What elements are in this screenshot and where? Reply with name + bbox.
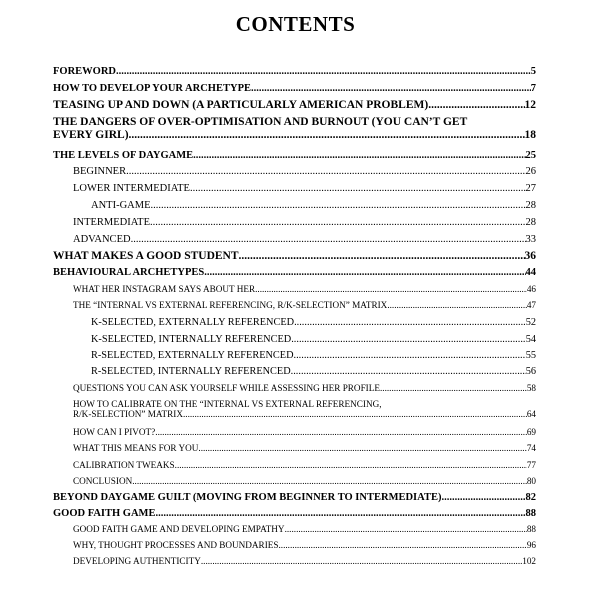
toc-entry-beginner[interactable] [53,166,536,178]
dot-leader [183,409,527,419]
toc-entry-title: DEVELOPING AUTHENTICITY [73,556,201,566]
dot-leader [150,217,526,229]
toc-entry-page: 54 [525,334,536,345]
toc-entry-title: BEGINNER [73,166,127,177]
toc-entry-title: ANTI-GAME [91,200,151,211]
toc-entry-title-line1: HOW TO CALIBRATE ON THE “INTERNAL VS EXTERNAL REFERENCING, [73,399,382,409]
toc-entry-page: 58 [526,383,536,393]
dot-leader [294,317,526,328]
toc-entry-page: 77 [526,460,536,470]
dot-leader [129,129,525,142]
toc-entry-good-student[interactable] [53,250,536,263]
toc-entry-title: HOW TO DEVELOP YOUR ARCHETYPE [53,83,251,94]
toc-entry-title: GOOD FAITH GAME [53,508,156,519]
toc-entry-anti-game[interactable] [53,200,536,212]
toc-entry-levels[interactable] [53,150,536,162]
toc-entry-page: 25 [525,150,536,161]
toc-entry-title: WHAT MAKES A GOOD STUDENT [53,250,239,262]
toc-entry-authenticity[interactable] [53,556,536,566]
toc-entry-title: LOWER INTERMEDIATE [73,183,190,194]
dot-leader [155,508,525,520]
toc-entry-foreword[interactable] [53,66,536,78]
toc-entry-page: 80 [526,476,536,486]
toc-entry-intermediate[interactable] [53,217,536,229]
dot-leader [175,460,527,470]
toc-entry-page: 74 [526,443,536,453]
toc-entry-title: R-SELECTED, INTERNALLY REFERENCED [91,366,291,377]
toc-entry-title: ADVANCED [73,234,131,245]
toc-entry-page: 55 [525,350,536,361]
toc-entry-title: K-SELECTED, EXTERNALLY REFERENCED [91,317,295,328]
dot-leader [380,383,527,393]
toc-entry-k-external[interactable] [53,317,536,328]
toc-entry-title: THE LEVELS OF DAYGAME [53,150,194,161]
toc-entry-conclusion[interactable] [53,476,536,486]
toc-entry-page: 88 [525,508,536,519]
toc-entry-title: THE “INTERNAL VS EXTERNAL REFERENCING, R/K-SELECTION” MATRIX [73,300,388,310]
dot-leader [201,556,522,566]
toc-entry-title-line2: R/K-SELECTION” MATRIX [73,409,183,420]
toc-entry-beyond-guilt[interactable] [53,492,536,504]
toc-entry-page: 33 [525,234,536,245]
dot-leader [278,540,526,550]
toc-entry-page: 47 [526,300,536,310]
dot-leader [132,476,527,486]
toc-entry-good-faith-game[interactable] [53,508,536,520]
toc-entry-behavioural-archetypes[interactable] [53,267,536,279]
dot-leader [193,150,525,162]
toc-entry-title: WHY, THOUGHT PROCESSES AND BOUNDARIES [73,540,279,550]
dot-leader [428,99,524,112]
toc-entry-title: CONCLUSION [73,476,133,486]
dot-leader [294,350,526,361]
toc-entry-title: WHAT THIS MEANS FOR YOU [73,443,199,453]
toc-entry-title: TEASING UP AND DOWN (A PARTICULARLY AMERICAN PROBLEM) [53,99,429,111]
toc-entry-boundaries[interactable] [53,540,536,550]
toc-entry-dangers[interactable] [53,116,536,141]
toc-entry-lower-intermediate[interactable] [53,183,536,195]
dot-leader [255,284,527,294]
toc-entry-page: 88 [526,524,536,534]
dot-leader [441,492,525,504]
dot-leader [291,334,525,345]
toc-entry-title-line2: EVERY GIRL) [53,128,129,141]
toc-entry-page: 18 [524,128,536,141]
toc-entry-page: 12 [524,99,536,111]
toc-entry-instagram[interactable] [53,284,536,294]
toc-entry-page: 82 [525,492,536,503]
toc-entry-title: BEHAVIOURAL ARCHETYPES [53,267,205,278]
toc-entry-calibration-tweaks[interactable] [53,460,536,470]
toc-entry-title-line1: THE DANGERS OF OVER-OPTIMISATION AND BURNOUT (YOU CAN’T GET [53,116,468,128]
toc-entry-page: 102 [522,556,536,566]
toc-entry-k-internal[interactable] [53,334,536,345]
toc-entry-page: 27 [525,183,536,194]
toc-entry-title: HOW CAN I PIVOT? [73,427,156,437]
dot-leader [126,166,525,178]
dot-leader [291,366,526,377]
toc-entry-what-this-means[interactable] [53,443,536,453]
toc-entry-page: 69 [526,427,536,437]
toc-entry-title: R-SELECTED, EXTERNALLY REFERENCED [91,350,294,361]
toc-entry-develop-archetype[interactable] [53,83,536,95]
toc-entry-matrix[interactable] [53,300,536,310]
toc-entry-page: 52 [525,317,536,328]
toc-entry-page: 5 [530,66,536,77]
toc-entry-title: GOOD FAITH GAME AND DEVELOPING EMPATHY [73,524,285,534]
dot-leader [239,250,525,263]
dot-leader [131,234,526,246]
toc-entry-title: BEYOND DAYGAME GUILT (MOVING FROM BEGINNER TO INTERMEDIATE) [53,492,442,503]
toc-entry-r-internal[interactable] [53,366,536,377]
toc-entry-page: 7 [530,83,536,94]
toc-entry-page: 96 [526,540,536,550]
toc-entry-page: 64 [526,409,536,420]
toc-entry-page: 26 [525,166,536,177]
dot-leader [190,183,526,195]
toc-entry-title: INTERMEDIATE [73,217,150,228]
dot-leader [387,300,527,310]
toc-entry-title: QUESTIONS YOU CAN ASK YOURSELF WHILE ASSESSING HER PROFILE [73,383,380,393]
toc-entry-questions[interactable] [53,383,536,393]
toc-entry-pivot[interactable] [53,427,536,437]
page-title: CONTENTS [235,12,356,36]
toc-entry-page: 56 [525,366,536,377]
toc-entry-r-external[interactable] [53,350,536,361]
dot-leader [155,427,527,437]
toc-entry-page: 44 [525,267,536,278]
toc-entry-page: 28 [525,217,536,228]
toc-entry-title: CALIBRATION TWEAKS [73,460,175,470]
dot-leader [198,443,526,453]
toc-entry-teasing[interactable] [53,99,536,112]
dot-leader [116,66,531,78]
toc-entry-title: K-SELECTED, INTERNALLY REFERENCED [91,334,292,345]
toc-entry-page: 46 [526,284,536,294]
dot-leader [151,200,526,212]
toc-entry-page: 28 [525,200,536,211]
toc-entry-empathy[interactable] [53,524,536,534]
toc-entry-page: 36 [524,250,536,262]
toc-entry-advanced[interactable] [53,234,536,246]
toc-entry-calibrate[interactable] [53,399,536,419]
toc-entry-title: WHAT HER INSTAGRAM SAYS ABOUT HER [73,284,256,294]
dot-leader [204,267,525,279]
toc-entry-title: FOREWORD [53,66,116,77]
dot-leader [285,524,527,534]
dot-leader [251,83,531,95]
